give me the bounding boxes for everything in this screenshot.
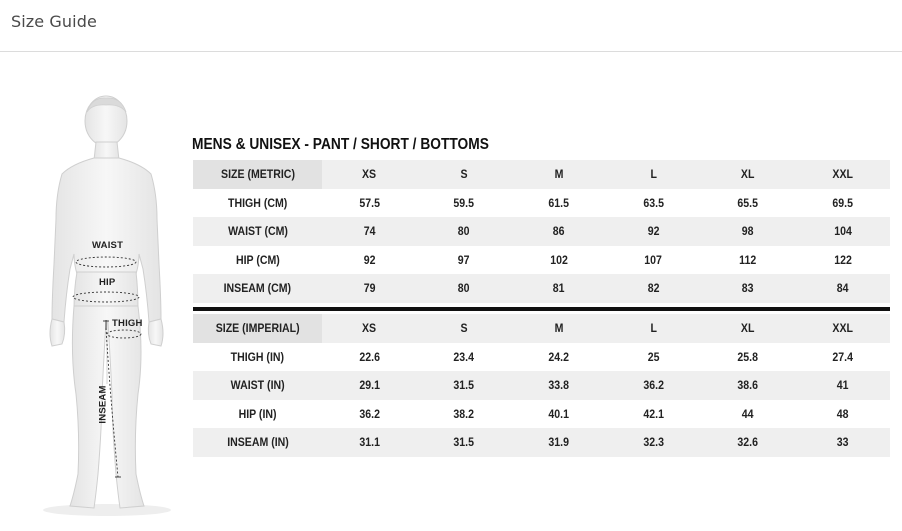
table-cell: 32.6 (701, 428, 796, 457)
table-cell: 79 (322, 274, 417, 303)
table-cell: 38.6 (701, 371, 796, 400)
size-header: M (511, 160, 606, 189)
table-cell: 61.5 (548, 195, 569, 210)
table-cell: 31.9 (511, 428, 606, 457)
page-title: Size Guide (11, 12, 97, 31)
table-cell: 48 (836, 406, 849, 421)
table-cell: 44 (742, 406, 754, 421)
table-cell: 104 (795, 217, 890, 246)
table-cell: 81 (511, 274, 606, 303)
table-cell: 86 (511, 217, 606, 246)
table-cell: 25 (647, 349, 660, 364)
table-row (193, 428, 890, 457)
table-cell: 32.3 (606, 428, 701, 457)
size-header: XS (322, 314, 417, 343)
table-cell: 80 (417, 217, 512, 246)
size-header: L (606, 160, 701, 189)
size-chart-title: MENS & UNISEX - PANT / SHORT / BOTTOMS (192, 136, 489, 153)
waist-label: WAIST (92, 240, 124, 251)
hip-label: HIP (99, 277, 116, 288)
row-label: HIP (CM) (235, 252, 280, 267)
row-header: SIZE (METRIC) (193, 160, 322, 189)
table-cell: 102 (549, 252, 568, 267)
human-figure-illustration (36, 94, 176, 524)
table-cell: 92 (363, 252, 376, 267)
inseam-label: INSEAM (97, 385, 109, 424)
row-label: THIGH (IN) (230, 349, 285, 364)
table-cell: 29.1 (322, 371, 417, 400)
table-cell: 31.1 (322, 428, 417, 457)
table-cell: 33 (795, 428, 890, 457)
table-row (193, 246, 890, 275)
modal-header (0, 0, 902, 52)
row-label: WAIST (IN) (193, 371, 322, 400)
row-label: WAIST (CM) (193, 217, 322, 246)
table-cell: 74 (322, 217, 417, 246)
table-cell: 122 (833, 252, 852, 267)
table-divider (193, 307, 890, 311)
size-header: XS (322, 160, 417, 189)
size-header: XXL (795, 314, 890, 343)
table-cell: 98 (701, 217, 796, 246)
size-header: XXL (795, 160, 890, 189)
size-header: S (417, 314, 512, 343)
table-cell: 38.2 (453, 406, 475, 421)
table-cell: 33.8 (511, 371, 606, 400)
table-header-row (193, 314, 890, 343)
table-header-row (193, 160, 890, 189)
table-row (193, 189, 890, 218)
table-cell: 31.5 (417, 428, 512, 457)
table-cell: 22.6 (359, 349, 380, 364)
row-label: INSEAM (CM) (193, 274, 322, 303)
row-label: HIP (IN) (238, 406, 277, 421)
imperial-size-table (193, 314, 890, 457)
table-cell: 36.2 (359, 406, 380, 421)
table-cell: 112 (739, 252, 757, 267)
size-header: M (511, 314, 606, 343)
table-row (193, 343, 890, 372)
table-cell: 83 (701, 274, 796, 303)
table-cell: 42.1 (643, 406, 664, 421)
table-row (193, 371, 890, 400)
size-header: L (606, 314, 701, 343)
thigh-label: THIGH (112, 318, 143, 329)
table-row (193, 274, 890, 303)
table-row (193, 217, 890, 246)
row-label: THIGH (CM) (227, 195, 288, 210)
table-cell: 69.5 (832, 195, 853, 210)
row-header: SIZE (IMPERIAL) (193, 314, 322, 343)
table-cell: 59.5 (453, 195, 475, 210)
size-header: XL (701, 314, 796, 343)
metric-size-table (193, 160, 890, 303)
table-cell: 65.5 (737, 195, 759, 210)
size-header: S (417, 160, 512, 189)
table-cell: 24.2 (548, 349, 569, 364)
size-header: XL (701, 160, 796, 189)
table-cell: 41 (795, 371, 890, 400)
table-cell: 92 (606, 217, 701, 246)
body-measurement-figure (36, 94, 176, 524)
table-cell: 80 (417, 274, 512, 303)
table-cell: 82 (606, 274, 701, 303)
table-cell: 25.8 (737, 349, 759, 364)
table-cell: 27.4 (832, 349, 853, 364)
table-cell: 31.5 (417, 371, 512, 400)
table-cell: 107 (644, 252, 663, 267)
row-label: INSEAM (IN) (193, 428, 322, 457)
table-cell: 84 (795, 274, 890, 303)
table-row (193, 400, 890, 429)
table-cell: 63.5 (643, 195, 664, 210)
table-cell: 40.1 (548, 406, 569, 421)
table-cell: 36.2 (606, 371, 701, 400)
table-cell: 97 (458, 252, 470, 267)
table-cell: 57.5 (359, 195, 380, 210)
table-cell: 23.4 (453, 349, 475, 364)
